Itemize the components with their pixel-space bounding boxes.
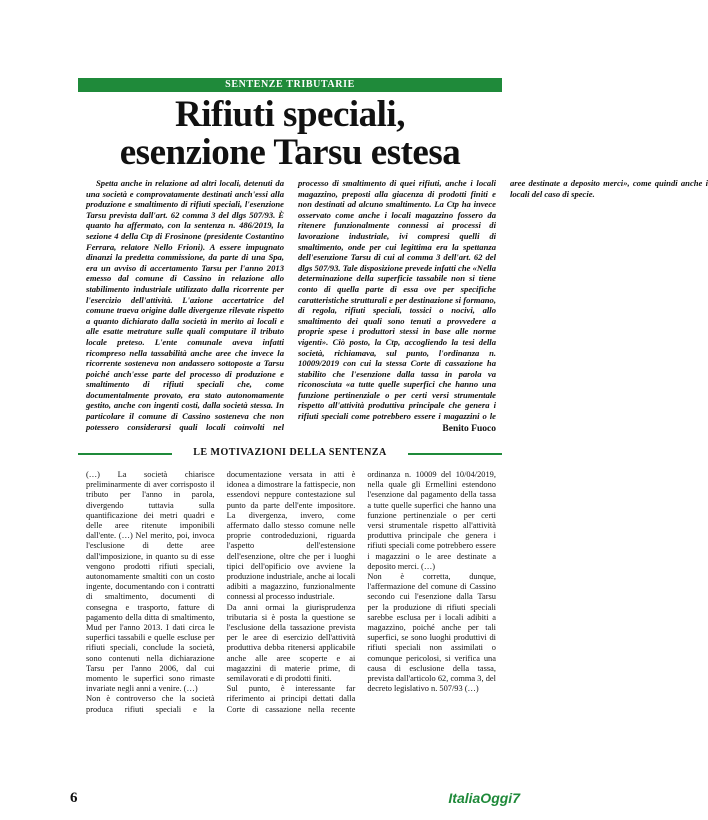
section-heading [78, 446, 502, 460]
excerpt-paragraph: Sul punto, è interessante far riferimento ai principi dettati dalla Corte di cassazione nella recente ordinanza n. 10009 del 10/04/2019, nella quale gli Ermellini estendono l'esenzione dal pagamento della tassa a tutte quelle superfici che hanno una funzione pertinenziale o per certi versi strumentale rispetto all'attività produttiva principale che genera i rifiuti speciali come potrebbero essere i magazzini o le aree destinate a deposito merci. (…) [226, 470, 496, 714]
page-number: 6 [70, 790, 78, 806]
lead-article [86, 178, 708, 440]
headline [78, 96, 502, 172]
section-label-band [78, 78, 502, 92]
excerpt-paragraph: (…) La società chiarisce preliminarmente di aver corrisposto il tributo per l'anno in parola, divergendo tuttavia sulla quantificazione dei metri quadri e delle aree ritenute imponibili dall'ente. (…) Nel merito, poi, invoca l'esclusione di dette aree dall'imposizione, in quanto su di esse vengono prodotti rifiuti speciali, autonomamente smaltiti con un costo ingente, documentando con i contratti di smaltimento, documenti di consegna e trasporto, fatture di pagamento della ditta di smaltimento, Mud per l'anno 2013. I dati circa le superfici tassabili e quelle escluse per rifiuti speciali, conclude la società, sono contenuti nella dichiarazione Tarsu per l'anno 2006, dal cui momento le superfici sono rimaste invariate negli anni a venire. (…) [86, 470, 215, 694]
ruling-excerpt [86, 470, 496, 760]
excerpt-paragraph: Da anni ormai la giurisprudenza tributaria si è posta la questione se l'esclusione della tassazione prevista per le aree di esercizio dell'attività produttiva debba ritenersi applicabile anche alle aree scoperte e ai magazzini di materie prime, di semilavorati e di prodotti finiti. [226, 602, 356, 684]
heading-rule-left [78, 453, 172, 455]
excerpt-paragraph: Non è corretta, dunque, l'affermazione del comune di Cassino secondo cui l'esenzione dalla Tarsu per la produzione di rifiuti speciali sarebbe esclusa per i locali adibiti a magazzino, poiché anche per tali superfici, se sono luoghi produttivi di rifiuti speciali non assimilati o comunque pericolosi, si verifica una causa di esclusione della tassa, prevista dall'articolo 62, comma 3, del decreto legislativo n. 507/93 (…) [367, 572, 496, 694]
excerpt-paragraph: Non è controverso che la società produca rifiuti speciali e la documentazione versata in atti è idonea a dimostrare la fattispecie, non essendovi neppure contestazione sul punto da parte dell'ente impositore. La divergenza, invero, come affermato dallo stesso comune nelle proprie controdeduzioni, riguarda l'aspetto dell'estensione dell'esenzione, oltre che per i luoghi tipici dell'opificio ove avviene la produzione industriale, anche ai locali adibiti a magazzino, funzionalmente connessi al processo industriale. [86, 470, 356, 714]
masthead-name: ItaliaOggi [448, 790, 513, 806]
masthead-number: 7 [512, 790, 520, 806]
section-label: SENTENZE TRIBUTARIE [225, 79, 355, 90]
lead-paragraph: Spetta anche in relazione ad altri locali, detenuti da una società e comprovatamente destinati anch'essi alla produzione e smaltimento di rifiuti speciali, l'esenzione Tarsu prevista dall'art. 62 comma 3 del dlgs 507/93. È quanto ha affermato, con la sentenza n. 486/2019, la sezione 4 della Ctp di Frosinone (presidente Costantino Ferrara, relatore Nello Frioni). A essere impugnato dinanzi la predetta commissione, da parte di una Spa, era un avviso di accertamento Tarsu per l'anno 2013 emesso dal comune di Cassino in relazione allo stabilimento industriale utilizzato dalla ricorrente per l'esercizio dell'attività. L'azione accertatrice del comune traeva origine dalle divergenze rilevate rispetto a quanto dichiarato dalla società in merito ai locali e alle esatte metrature sulle quali computare il tributo locale preteso. L'ente comunale aveva infatti ricompreso nella tassabilità anche aree che invece la ricorrente sosteneva non andassero sottoposte a Tarsu poiché anch'esse parte del processo di produzione e smaltimento di rifiuti speciali che, come documentalmente provato, era stato autonomamente gestito, anche con ingenti costi, dalla società stessa. In particolare il comune di Cassino sosteneva che non potessero considerarsi quali locali coinvolti nel processo di smaltimento di quei rifiuti, anche i locali magazzino, preposti alla giacenza di prodotti finiti e non destinati ad alcuno smaltimento. La Ctp ha invece osservato come anche i locali magazzino fossero da ritenere funzionalmente connessi ai processi di lavorazione industriale, ivi compresi quelli di smaltimento, onde per cui legittima era la spettanza dell'esenzione Tarsu di cui al comma 3 dell'art. 62 del dlgs 507/93. Tale disposizione prevede infatti che «Nella determinazione della superficie tassabile non si tiene conto di quella parte di essa ove per specifiche caratteristiche strutturali e per destinazione si formano, di regola, rifiuti speciali, tossici o nocivi, allo smaltimento dei quali sono tenuti a provvedere a proprie spese i produttori stessi in base alle norme vigenti». Ciò posto, la Ctp, accogliendo la tesi della società, richiamava, sul punto, l'ordinanza n. 10009/2019 con cui la stessa Corte di cassazione ha stabilito che l'esenzione dalla tassa in parola va riconosciuta «a tutte quelle superfici che hanno una funzione pertinenziale o per certi versi strumentale rispetto all'attività produttiva principale che genera i rifiuti speciali come potrebbero essere i magazzini o le aree destinate a deposito merci», come quindi anche i locali del caso di specie. [86, 178, 708, 432]
heading-rule-right [408, 453, 502, 455]
headline-line-2: esenzione Tarsu estesa [119, 132, 461, 173]
section-title: LE MOTIVAZIONI DELLA SENTENZA [187, 447, 393, 458]
masthead-logo [448, 790, 520, 806]
author-byline: Benito Fuoco [442, 424, 496, 434]
headline-line-1: Rifiuti speciali, [175, 94, 405, 135]
